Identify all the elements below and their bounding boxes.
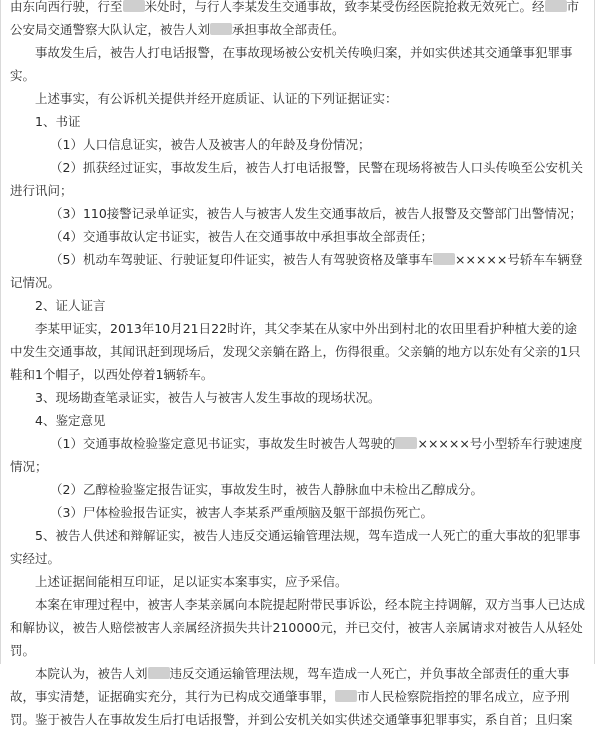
paragraph xyxy=(10,317,587,386)
paragraph xyxy=(10,662,587,731)
paragraph-text: （3）尸体检验报告证实，被害人李某系严重颅脑及躯干部损伤死亡。 xyxy=(50,505,433,520)
paragraph-text: 由东向西行驶，行至 xyxy=(10,0,123,14)
paragraph-text: （2）抓获经过证实，事故发生后，被告人打电话报警，民警在现场将被告人口头传唤至公安机关进行讯问； xyxy=(10,160,583,198)
paragraph xyxy=(10,409,587,432)
paragraph-text: 米处时，与行人李某发生交通事故，致李某受伤经医院抢救无效死亡。经 xyxy=(144,0,545,14)
paragraph-text: 本案在审理过程中，被害人李某亲属向本院提起附带民事诉讼，经本院主持调解，双方当事人已达成和解协议，被告人赔偿被害人亲属经济损失共计210000元，并已交付，被害人亲属请求对被告人从轻处罚。 xyxy=(10,597,586,658)
paragraph-text: 市人民检察院指控的罪名成立，应予刑罚。鉴于被告人在事故发生后打电话报警，并到公安机关如实供述交通肇事犯罪事实，系自首；且归案 xyxy=(10,689,573,727)
paragraph xyxy=(10,501,587,524)
redaction-block xyxy=(335,690,357,702)
paragraph xyxy=(10,294,587,317)
paragraph xyxy=(10,478,587,501)
redaction-block xyxy=(433,253,455,265)
paragraph-text: （5）机动车驾驶证、行驶证复印件证实，被告人有驾驶资格及肇事车 xyxy=(50,252,433,267)
redaction-block xyxy=(545,0,567,12)
paragraph-text: 上述证据间能相互印证，足以证实本案事实，应予采信。 xyxy=(35,574,348,589)
paragraph xyxy=(10,133,587,156)
paragraph-text: 承担事故全部责任。 xyxy=(232,22,345,37)
paragraph-text: 事故发生后，被告人打电话报警，在事故现场被公安机关传唤归案，并如实供述其交通肇事犯罪事实。 xyxy=(10,45,573,83)
redaction-block xyxy=(210,23,232,35)
paragraph-text: （1）交通事故检验鉴定意见书证实，事故发生时被告人驾驶的 xyxy=(50,436,396,451)
paragraph-text: ×××××号小型轿车行驶速度情况； xyxy=(10,436,583,474)
paragraph-text: （4）交通事故认定书证实，被告人在交通事故中承担事故全部责任； xyxy=(50,229,433,244)
paragraph xyxy=(10,0,587,41)
paragraph xyxy=(10,386,587,409)
paragraph-text: 违反交通运输管理法规，驾车造成一人死亡，并负事故全部责任的重大事故，事实清楚，证据确实充分，其行为已构成交通肇事罪， xyxy=(10,666,570,704)
paragraph-text: 市公安局交通警察大队认定，被告人刘 xyxy=(10,0,580,37)
paragraph-text: （2）乙醇检验鉴定报告证实，事故发生时，被告人静脉血中未检出乙醇成分。 xyxy=(50,482,483,497)
paragraph-text: 1、书证 xyxy=(35,114,81,129)
redaction-block xyxy=(148,667,170,679)
paragraph xyxy=(10,225,587,248)
paragraph-text: （3）110接警记录单证实，被告人与被害人发生交通事故后，被告人报警及交警部门出警情况； xyxy=(50,206,582,221)
paragraph xyxy=(10,110,587,133)
paragraph-text: 2、证人证言 xyxy=(35,298,106,313)
redaction-block xyxy=(123,0,145,12)
paragraph-text: 上述事实，有公诉机关提供并经开庭质证、认证的下列证据证实： xyxy=(35,91,398,106)
paragraph xyxy=(10,41,587,87)
paragraph-text: 李某甲证实，2013年10月21日22时许，其父李某在从家中外出到村北的农田里看护种植大姜的途中发生交通事故，其闻讯赶到现场后，发现父亲躺在路上，伤得很重。父亲躺的地方以东处有父亲的1只鞋和1个帽子，以西处停着1辆轿车。 xyxy=(10,321,581,382)
paragraph-text: 本院认为，被告人刘 xyxy=(35,666,148,681)
paragraph xyxy=(10,524,587,570)
paragraph-text: （1）人口信息证实，被告人及被害人的年龄及身份情况； xyxy=(50,137,371,152)
paragraph-text: 4、鉴定意见 xyxy=(35,413,106,428)
paragraph-text: 5、被告人供述和辩解证实，被告人违反交通运输管理法规，驾车造成一人死亡的重大事故的犯罪事实经过。 xyxy=(10,528,581,566)
redaction-block xyxy=(395,437,417,449)
paragraph-text: ×××××号轿车车辆登记情况。 xyxy=(10,252,583,290)
paragraph-text: 3、现场勘查笔录证实，被告人与被害人发生事故的现场状况。 xyxy=(35,390,381,405)
paragraph xyxy=(10,156,587,202)
paragraph xyxy=(10,570,587,593)
paragraph xyxy=(10,202,587,225)
paragraph xyxy=(10,87,587,110)
paragraph xyxy=(10,248,587,294)
paragraph xyxy=(10,593,587,662)
paragraph xyxy=(10,432,587,478)
